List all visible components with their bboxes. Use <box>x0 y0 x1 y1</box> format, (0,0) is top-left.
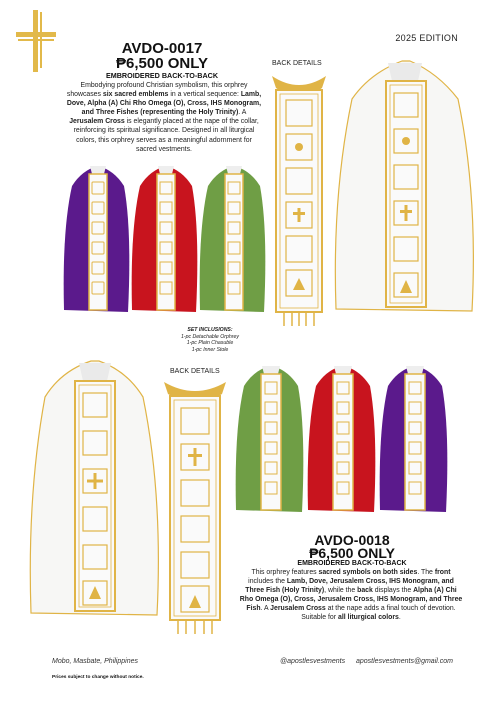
product2-white-chasuble-front-image <box>25 355 165 625</box>
product2-colored-chasubles <box>232 360 448 520</box>
product1-code: AVDO-0017 <box>121 40 203 57</box>
product2-back-orphrey-image <box>160 376 230 638</box>
set-inclusions: SET INCLUSIONS: 1-pc Detachable Orphrey 1-pc Plain Chasuble 1-pc Inner Stole <box>181 327 239 353</box>
product1-back-orphrey-image <box>268 68 330 330</box>
product2-back-details-label: BACK DETAILS <box>170 368 220 375</box>
product1-subtitle: EMBROIDERED BACK-TO-BACK <box>105 71 219 80</box>
purple-chasuble-image <box>64 166 130 312</box>
logo-cross-icon <box>16 10 56 72</box>
red-chasuble-2-image <box>308 366 376 512</box>
product2-price: ₱6,500 ONLY <box>309 545 395 561</box>
product1-white-chasuble-front-image <box>330 55 480 323</box>
product1-price: ₱6,500 ONLY <box>116 55 208 72</box>
purple-chasuble-2-image <box>380 366 448 512</box>
product2-subtitle: EMBROIDERED BACK-TO-BACK <box>297 560 407 567</box>
footer-price-note: Prices subject to change without notice. <box>52 675 144 680</box>
product2-code: AVDO-0018 <box>314 532 390 548</box>
green-chasuble-image <box>200 166 266 312</box>
edition-label: 2025 EDITION <box>395 33 458 43</box>
red-chasuble-image <box>132 166 198 312</box>
product1-colored-chasubles <box>60 160 270 322</box>
footer-social-handle[interactable]: @apostlesvestments <box>280 658 346 665</box>
footer-location: Mobo, Masbate, Philippines <box>52 658 138 665</box>
product1-back-details-label: BACK DETAILS <box>272 60 322 67</box>
footer-email[interactable]: apostlesvestments@gmail.com <box>356 658 453 665</box>
green-chasuble-2-image <box>236 366 304 512</box>
product2-description: This orphrey features sacred symbols on both sides. The front includes the Lamb, Dove, Jerusalem Cross, IHS Monogram, and Three Fish (Holy Trinity), while the back displays the Alpha (A) Chi Rho Omega (O), Cross, Jerusalem Cross, IHS Monogram, and Three Fish. A Jerusalem Cross at the nape adds a final touch of devotion. Suitable for all liturgical colors. <box>239 569 463 622</box>
product1-description: Embodying profound Christian symbolism, this orphrey showcases six sacred emblems in a vertical sequence: Lamb, Dove, Alpha (A) Chi Rho Omega (O), Cross, IHS Monogram, and Three Fishes (representing the Holy Trinity). A Jerusalem Cross is elegantly placed at the nape of the collar, reinforcing its spiritual significance. Designed in all liturgical colors, this orphrey serves as a meaningful adornment for sacred vestments. <box>66 82 262 153</box>
